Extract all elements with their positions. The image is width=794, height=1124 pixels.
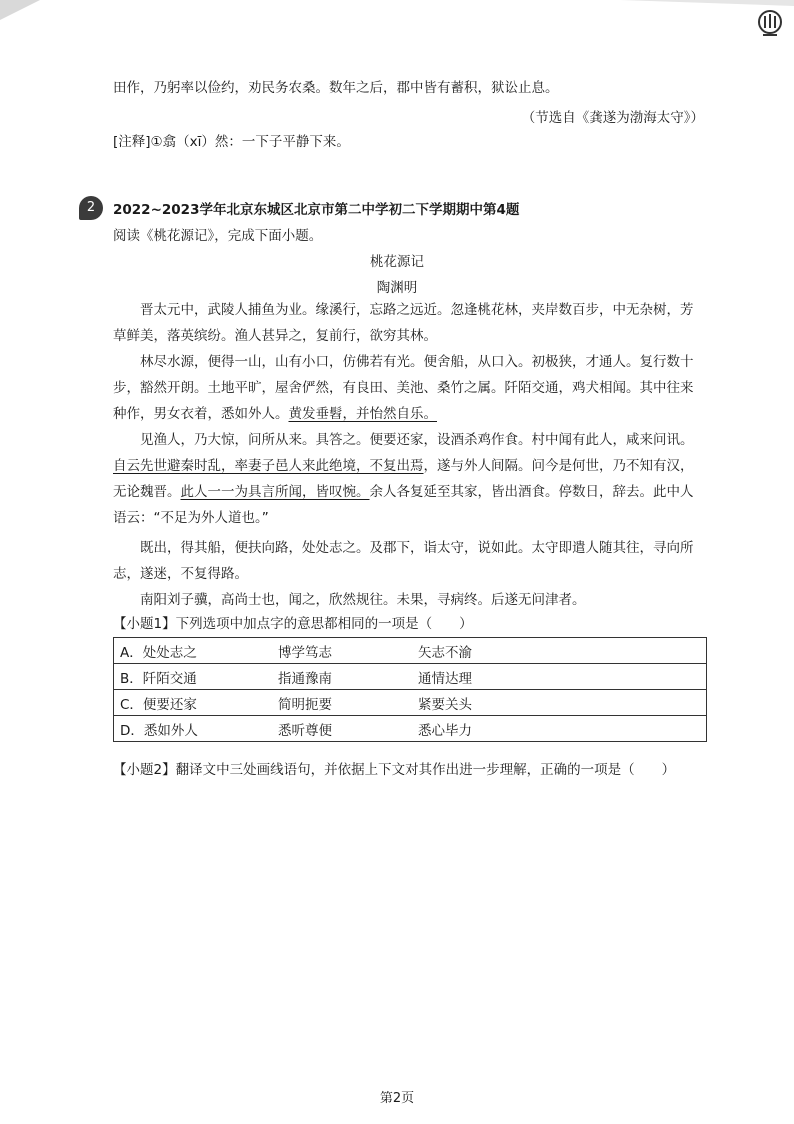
passage-author: 陶渊明 <box>376 280 418 296</box>
paragraph-3-text-b: ，遂与外人间隔。问今是何世，乃不知有汉，无论魏晋。 <box>113 458 694 500</box>
underlined-sentence-3: 此人一一为具言所闻，皆叹惋。 <box>180 484 370 500</box>
option-row-b[interactable] <box>114 664 707 690</box>
prev-source: （节选自《龚遂为渤海太守》） <box>521 110 704 126</box>
passage-paragraph-1: 晋太元中，武陵人捕鱼为业。缘溪行，忘路之远近。忽逢桃花林，夹岸数百步，中无杂树，芳草鲜美，落英缤纷。渔人甚异之，复前行，欲穷其林。 <box>113 302 694 344</box>
option-a-label: A．处处志之 <box>120 644 197 661</box>
paragraph-3-text-c: 余人各复延至其家，皆出酒食。停数日，辞去。此中人语云：“不足为外人道也。” <box>113 484 694 526</box>
passage-paragraph-3 <box>113 427 697 531</box>
underlined-sentence-2: 自云先世避秦时乱，率妻子邑人来此绝境，不复出焉 <box>113 458 424 474</box>
option-b-word-2: 指通豫南 <box>278 670 332 687</box>
options-table <box>113 637 707 742</box>
option-d-label: D．悉如外人 <box>120 722 198 739</box>
passage-title: 桃花源记 <box>370 254 424 270</box>
option-b-label: B．阡陌交通 <box>120 670 197 687</box>
option-row-c[interactable] <box>114 690 707 716</box>
option-row-d[interactable] <box>114 716 707 742</box>
question-instruction: 阅读《桃花源记》，完成下面小题。 <box>113 228 323 244</box>
subquestion-2: 【小题2】翻译文中三处画线语句，并依据上下文对其作出进一步理解，正确的一项是（ ） <box>113 762 676 778</box>
prev-passage-line: 田作，乃躬率以俭约，劝民务农桑。数年之后，郡中皆有蓄积，狱讼止息。 <box>113 80 559 96</box>
question-number-badge: 2 <box>79 196 103 220</box>
subquestion-1: 【小题1】下列选项中加点字的意思都相同的一项是（ ） <box>113 616 473 632</box>
option-c-word-3: 紧要关头 <box>418 696 472 713</box>
option-c-label: C．便要还家 <box>120 696 197 713</box>
option-d-word-2: 悉听尊便 <box>278 722 332 739</box>
question-title: 2022~2023学年北京东城区北京市第二中学初二下学期期中第4题 <box>113 202 520 218</box>
underlined-sentence-1: 黄发垂髫，并怡然自乐。 <box>288 406 437 422</box>
page-number: 第2页 <box>379 1091 415 1106</box>
page-corner-decoration <box>0 0 794 30</box>
option-d-word-3: 悉心毕力 <box>418 722 472 739</box>
option-c-word-2: 简明扼要 <box>278 696 332 713</box>
passage-paragraph-2 <box>113 349 697 427</box>
paragraph-2-text: 林尽水源，便得一山，山有小口，仿佛若有光。便舍船，从口入。初极狭，才通人。复行数十步，豁然开朗。土地平旷，屋舍俨然，有良田、美池、桑竹之属。阡陌交通，鸡犬相闻。其中往来种作，男女衣着，悉如外人。 <box>113 354 694 422</box>
prev-note: [注释]①翕（xī）然：一下子平静下来。 <box>113 134 350 150</box>
option-row-a[interactable] <box>114 638 707 664</box>
option-a-word-3: 矢志不渝 <box>418 644 472 661</box>
passage-paragraph-4: 既出，得其船，便扶向路，处处志之。及郡下，诣太守，说如此。太守即遣人随其往，寻向所志，遂迷，不复得路。 <box>113 540 694 582</box>
option-b-word-3: 通情达理 <box>418 670 472 687</box>
option-a-word-2: 博学笃志 <box>278 644 332 661</box>
paragraph-3-text-a: 见渔人，乃大惊，问所从来。具答之。便要还家，设酒杀鸡作食。村中闻有此人，咸来问讯。 <box>140 432 694 448</box>
passage-paragraph-5: 南阳刘子骥，高尚士也，闻之，欣然规往。未果，寻病终。后遂无问津者。 <box>140 592 586 608</box>
library-logo-icon <box>754 8 786 40</box>
